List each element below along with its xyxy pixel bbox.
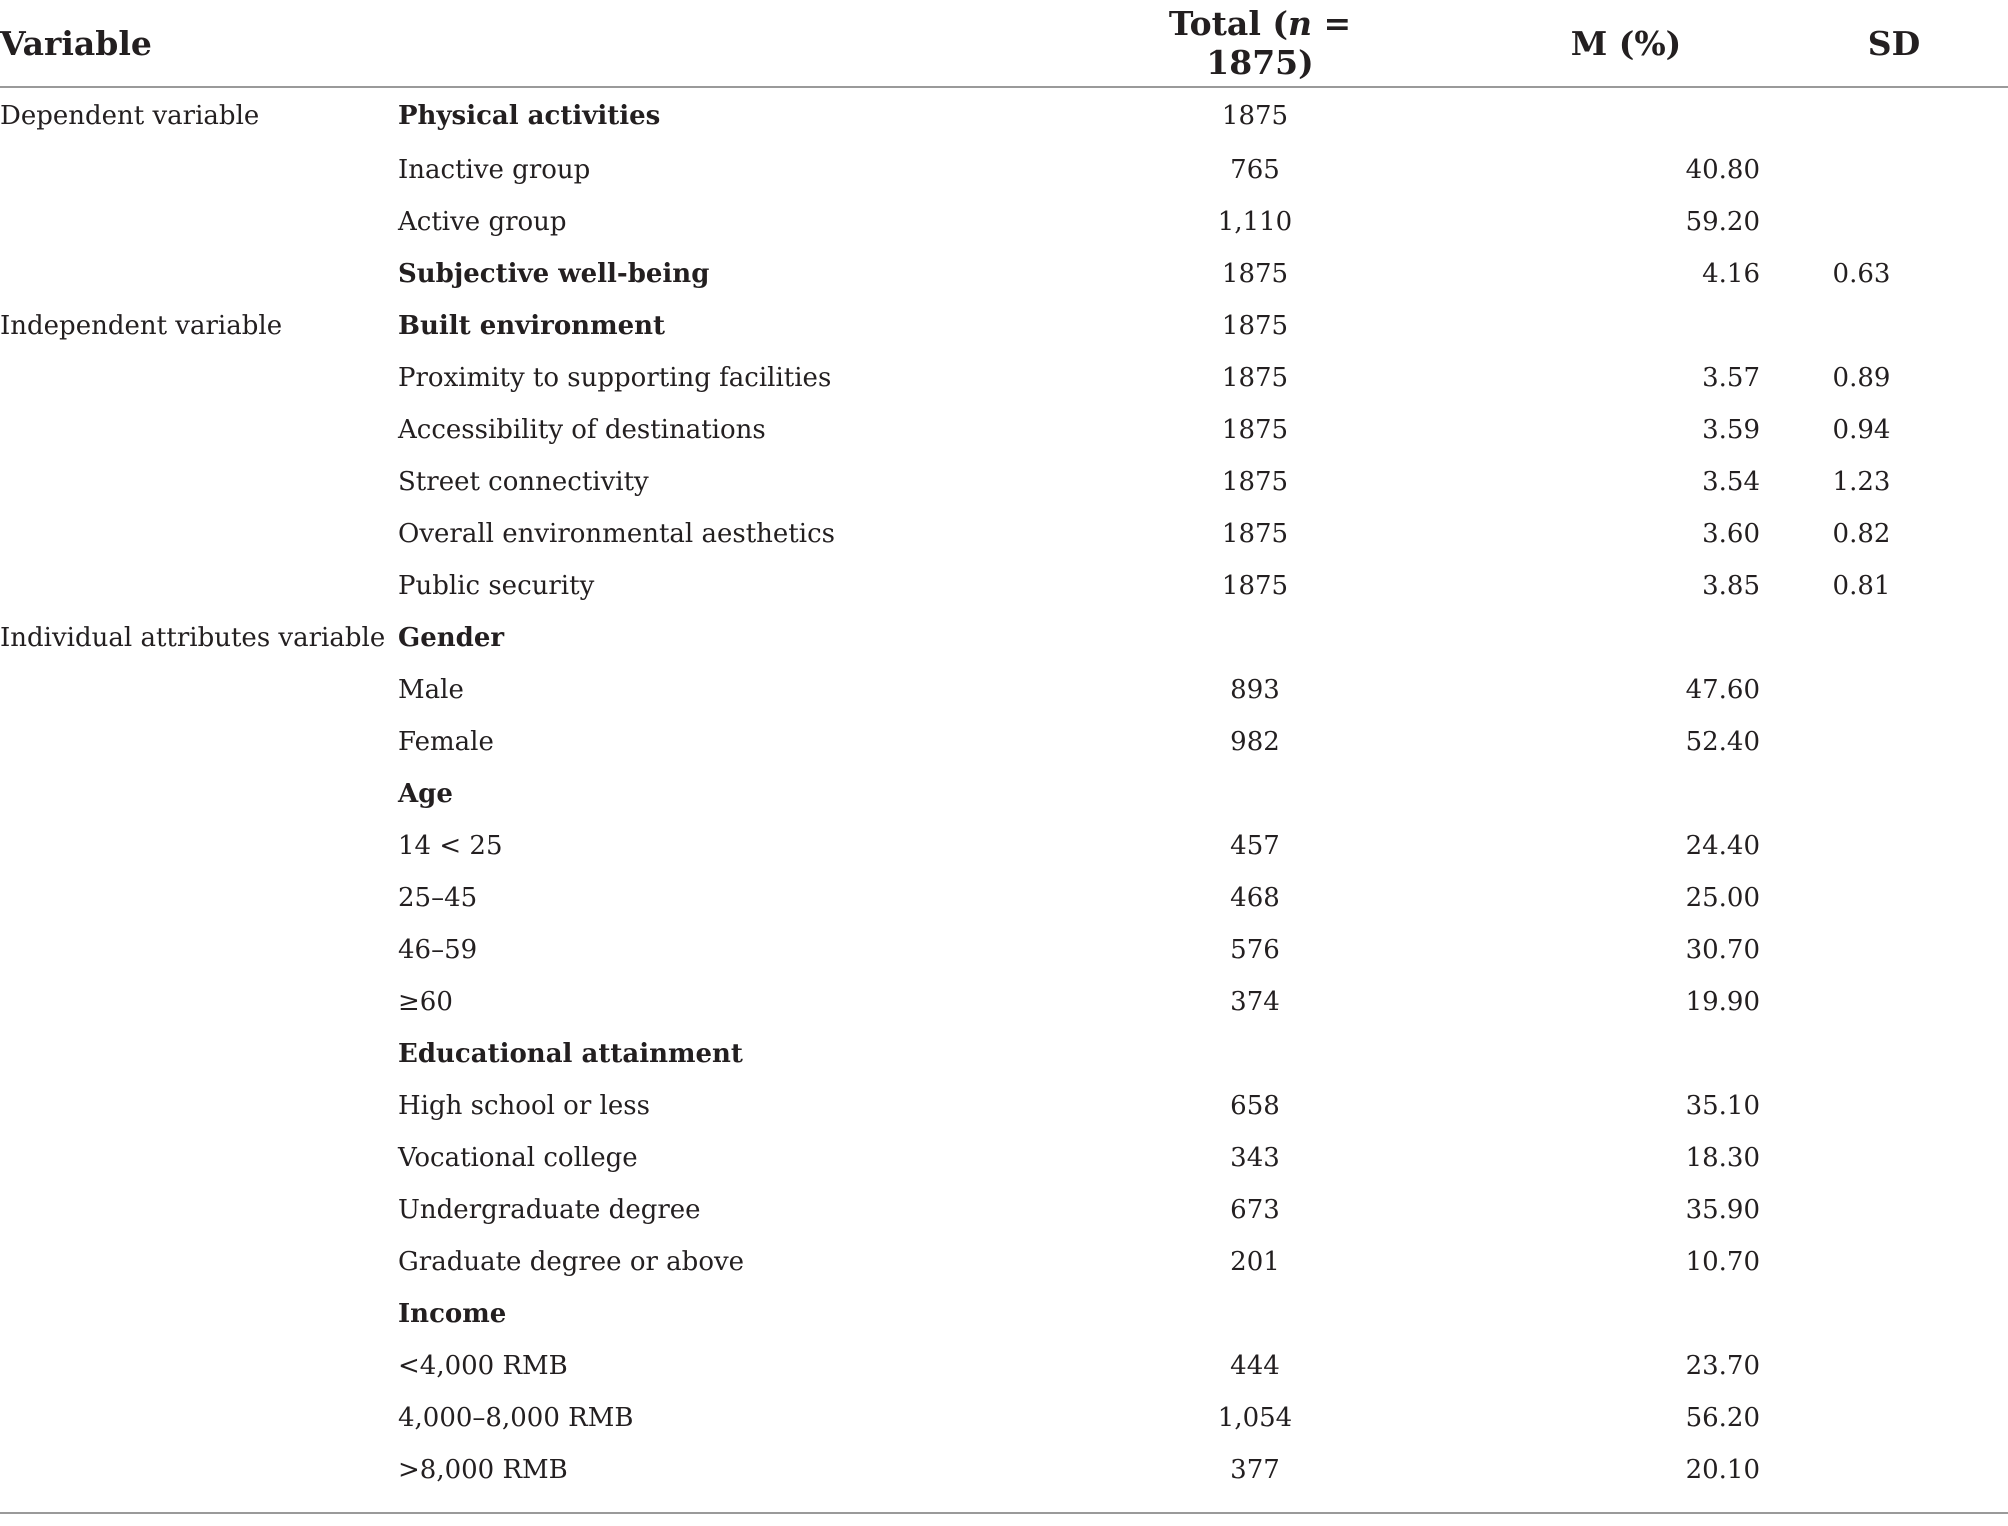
- row-mean-cell: 3.59: [1702, 415, 1760, 445]
- row-total-cell: [1048, 612, 1392, 664]
- row-sd-cell: 0.89: [1832, 363, 1891, 393]
- row-total-cell: 765: [1230, 155, 1280, 185]
- row-group-cell: [0, 456, 398, 508]
- row-group-cell: [0, 1236, 398, 1288]
- header-total: [1048, 0, 1392, 87]
- row-sd-cell: [1770, 768, 2008, 820]
- table-row: [0, 976, 2008, 1028]
- row-group-cell: [0, 1132, 398, 1184]
- row-group-cell: [0, 144, 398, 196]
- row-group-cell: [0, 1340, 398, 1392]
- table-row: [0, 820, 2008, 872]
- row-group-cell: [0, 560, 398, 612]
- row-group-cell: [0, 508, 398, 560]
- row-label-cell: Inactive group: [398, 155, 591, 185]
- row-sd-cell: 1.23: [1832, 467, 1891, 497]
- header-row: [0, 0, 2008, 87]
- table-row: [0, 1444, 2008, 1496]
- header-mean: M (%): [1392, 0, 1770, 87]
- row-label-cell: Gender: [398, 623, 505, 653]
- row-group-cell: [0, 1184, 398, 1236]
- row-group-cell: [0, 664, 398, 716]
- row-label-cell: High school or less: [398, 1091, 650, 1121]
- row-total-cell: 1875: [1221, 363, 1289, 393]
- table-row: [0, 1236, 2008, 1288]
- row-mean-cell: 47.60: [1685, 675, 1760, 705]
- table-row: [0, 1184, 2008, 1236]
- row-total-cell: 343: [1230, 1143, 1280, 1173]
- row-group-cell: [0, 768, 398, 820]
- row-total-cell: 673: [1230, 1195, 1280, 1225]
- row-group-cell: [0, 716, 398, 768]
- row-group-cell: [0, 1392, 398, 1444]
- row-label-cell: Accessibility of destinations: [398, 415, 766, 445]
- row-sd-cell: [1770, 976, 2008, 1028]
- row-label-cell: Undergraduate degree: [398, 1195, 701, 1225]
- table-row: [0, 144, 2008, 196]
- table-row: [0, 1340, 2008, 1392]
- row-group-cell: Individual attributes variable: [0, 623, 386, 653]
- row-label-cell: Male: [398, 675, 464, 705]
- row-label-cell: Overall environmental aesthetics: [398, 519, 835, 549]
- row-total-cell: 1875: [1221, 415, 1289, 445]
- row-mean-cell: 3.57: [1702, 363, 1760, 393]
- row-sd-cell: 0.94: [1832, 415, 1891, 445]
- row-total-cell: 468: [1230, 883, 1280, 913]
- row-group-cell: [0, 976, 398, 1028]
- row-label-cell: <4,000 RMB: [398, 1351, 568, 1381]
- row-label-cell: 14 < 25: [398, 831, 503, 861]
- table-row: [0, 872, 2008, 924]
- row-mean-cell: 30.70: [1685, 935, 1760, 965]
- row-mean-cell: 19.90: [1685, 987, 1760, 1017]
- row-group-cell: [0, 1028, 398, 1080]
- table-row: [0, 612, 2008, 664]
- header-variable: Variable: [0, 0, 1048, 87]
- row-label-cell: Female: [398, 727, 494, 757]
- table-bottom-rule: [0, 1512, 2008, 1514]
- row-label-cell: Graduate degree or above: [398, 1247, 745, 1277]
- table-row: [0, 196, 2008, 248]
- row-mean-cell: 10.70: [1685, 1247, 1760, 1277]
- row-label-cell: 46–59: [398, 935, 478, 965]
- row-total-cell: 444: [1230, 1351, 1280, 1381]
- row-sd-cell: [1770, 664, 2008, 716]
- row-sd-cell: [1770, 612, 2008, 664]
- row-mean-cell: 3.60: [1702, 519, 1760, 549]
- row-total-cell: [1048, 768, 1392, 820]
- table-row: [0, 716, 2008, 768]
- row-sd-cell: [1770, 300, 2008, 352]
- row-group-cell: [0, 196, 398, 248]
- row-total-cell: [1048, 1028, 1392, 1080]
- row-total-cell: 1875: [1221, 519, 1289, 549]
- row-mean-cell: 56.20: [1685, 1403, 1760, 1433]
- row-mean-cell: 4.16: [1702, 259, 1760, 289]
- row-total-cell: 1,054: [1217, 1403, 1293, 1433]
- table-row: [0, 1288, 2008, 1340]
- row-group-cell: [0, 1288, 398, 1340]
- row-total-cell: [1048, 1288, 1392, 1340]
- row-sd-cell: [1770, 1132, 2008, 1184]
- row-total-cell: 982: [1230, 727, 1280, 757]
- row-label-cell: Public security: [398, 571, 595, 601]
- row-group-cell: [0, 404, 398, 456]
- row-group-cell: [0, 924, 398, 976]
- row-sd-cell: [1770, 1236, 2008, 1288]
- row-sd-cell: [1770, 1392, 2008, 1444]
- row-sd-cell: [1770, 1288, 2008, 1340]
- row-label-cell: 25–45: [398, 883, 478, 913]
- row-sd-cell: [1770, 87, 2008, 144]
- row-sd-cell: [1770, 872, 2008, 924]
- row-group-cell: [0, 352, 398, 404]
- row-mean-cell: 24.40: [1685, 831, 1760, 861]
- row-mean-cell: 40.80: [1685, 155, 1760, 185]
- row-mean-cell: 18.30: [1685, 1143, 1760, 1173]
- row-sd-cell: [1770, 1028, 2008, 1080]
- table-row: [0, 404, 2008, 456]
- row-sd-cell: [1770, 144, 2008, 196]
- row-mean-cell: 35.10: [1685, 1091, 1760, 1121]
- table-row: [0, 456, 2008, 508]
- row-total-cell: 374: [1230, 987, 1280, 1017]
- table-row: [0, 248, 2008, 300]
- header-total-prefix: Total (: [1168, 4, 1288, 43]
- table-row: [0, 300, 2008, 352]
- row-sd-cell: [1770, 820, 2008, 872]
- row-total-cell: 457: [1230, 831, 1280, 861]
- row-mean-cell: [1392, 1288, 1770, 1340]
- row-mean-cell: [1392, 1028, 1770, 1080]
- row-sd-cell: 0.63: [1832, 259, 1891, 289]
- row-mean-cell: [1392, 612, 1770, 664]
- row-total-cell: 576: [1230, 935, 1280, 965]
- row-group-cell: [0, 1444, 398, 1496]
- row-sd-cell: [1770, 716, 2008, 768]
- row-total-cell: 377: [1230, 1455, 1280, 1485]
- row-mean-cell: 52.40: [1685, 727, 1760, 757]
- row-group-cell: [0, 820, 398, 872]
- row-sd-cell: [1770, 1184, 2008, 1236]
- row-label-cell: Age: [398, 779, 453, 809]
- table-row: [0, 664, 2008, 716]
- row-mean-cell: 3.54: [1702, 467, 1760, 497]
- row-sd-cell: [1770, 1444, 2008, 1496]
- row-total-cell: 658: [1230, 1091, 1280, 1121]
- table-header: [0, 0, 2008, 87]
- row-sd-cell: [1770, 196, 2008, 248]
- row-mean-cell: 59.20: [1685, 207, 1760, 237]
- table-row: [0, 1392, 2008, 1444]
- row-mean-cell: [1392, 768, 1770, 820]
- row-group-cell: Independent variable: [0, 311, 283, 341]
- row-total-cell: 201: [1230, 1247, 1280, 1277]
- row-group-cell: [0, 1080, 398, 1132]
- row-sd-cell: 0.82: [1832, 519, 1891, 549]
- row-sd-cell: [1770, 1340, 2008, 1392]
- row-label-cell: Subjective well-being: [398, 259, 710, 289]
- row-group-cell: Dependent variable: [0, 101, 260, 131]
- table-row: [0, 1028, 2008, 1080]
- row-sd-cell: [1770, 924, 2008, 976]
- row-mean-cell: 25.00: [1685, 883, 1760, 913]
- row-label-cell: Proximity to supporting facilities: [398, 363, 832, 393]
- table-row: [0, 87, 2008, 144]
- table-row: [0, 1080, 2008, 1132]
- table-row: [0, 1132, 2008, 1184]
- row-mean-cell: [1392, 300, 1770, 352]
- row-label-cell: >8,000 RMB: [398, 1455, 568, 1485]
- row-label-cell: Built environment: [398, 311, 666, 341]
- row-label-cell: Income: [398, 1299, 507, 1329]
- row-label-cell: Physical activities: [398, 101, 661, 131]
- row-label-cell: Vocational college: [398, 1143, 638, 1173]
- header-total-n: n: [1287, 4, 1312, 43]
- table-row: [0, 924, 2008, 976]
- row-group-cell: [0, 872, 398, 924]
- row-total-cell: 1,110: [1217, 207, 1293, 237]
- row-total-cell: 1875: [1221, 571, 1289, 601]
- header-total-suffix: = 1875): [1206, 4, 1352, 82]
- table-row: [0, 508, 2008, 560]
- row-total-cell: 1875: [1221, 259, 1289, 289]
- row-total-cell: 1875: [1221, 467, 1289, 497]
- row-label-cell: Street connectivity: [398, 467, 649, 497]
- row-group-cell: [0, 248, 398, 300]
- table-body: [0, 87, 2008, 1496]
- row-label-cell: 4,000–8,000 RMB: [398, 1403, 634, 1433]
- row-label-cell: Active group: [398, 207, 567, 237]
- row-label-cell: Educational attainment: [398, 1039, 743, 1069]
- row-mean-cell: 35.90: [1685, 1195, 1760, 1225]
- row-label-cell: ≥60: [398, 987, 453, 1017]
- row-sd-cell: [1770, 1080, 2008, 1132]
- row-total-cell: 893: [1230, 675, 1280, 705]
- row-mean-cell: 20.10: [1685, 1455, 1760, 1485]
- table-row: [0, 768, 2008, 820]
- row-sd-cell: 0.81: [1832, 571, 1891, 601]
- table-row: [0, 560, 2008, 612]
- row-mean-cell: 23.70: [1685, 1351, 1760, 1381]
- row-mean-cell: 3.85: [1702, 571, 1760, 601]
- table-row: [0, 352, 2008, 404]
- row-total-cell: 1875: [1221, 101, 1289, 131]
- row-total-cell: 1875: [1221, 311, 1289, 341]
- row-mean-cell: [1392, 87, 1770, 144]
- header-sd: SD: [1770, 0, 2008, 87]
